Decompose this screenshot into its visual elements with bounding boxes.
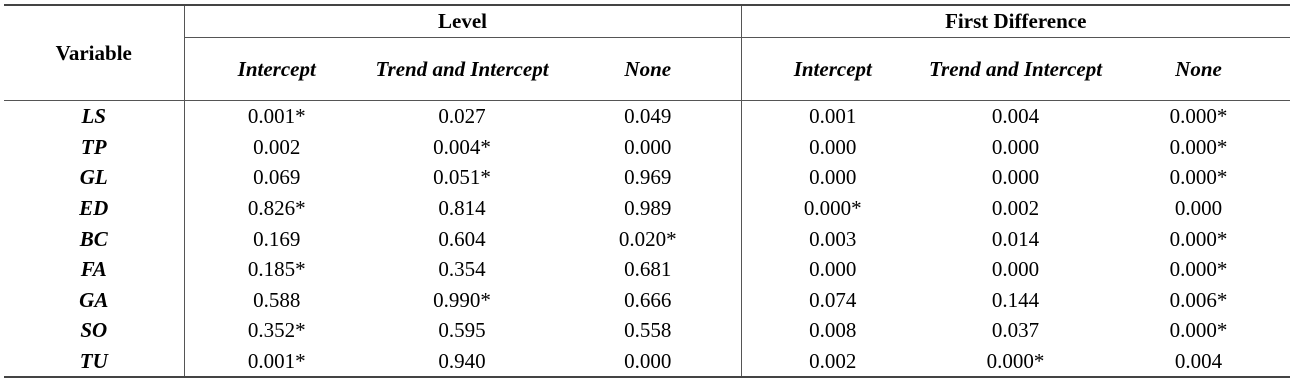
value-cell: 0.002 — [741, 346, 924, 378]
value-cell: 0.051* — [433, 165, 491, 190]
value-cell: 0.000 — [991, 257, 1040, 282]
value-cell: 0.004* — [433, 134, 491, 159]
table-body — [4, 101, 1290, 378]
value-cell: 0.989 — [555, 193, 741, 224]
table-row — [4, 223, 1290, 254]
group-header-first-difference: First Difference — [741, 5, 1290, 38]
value-cell: 0.037 — [991, 318, 1040, 343]
value-cell: 0.004 — [1107, 346, 1290, 378]
table-row — [4, 254, 1290, 285]
table-row — [4, 315, 1290, 346]
table-row — [4, 193, 1290, 224]
variable-cell: SO — [4, 315, 184, 346]
value-cell: 0.004 — [991, 104, 1040, 129]
value-cell: 0.000* — [1169, 134, 1228, 159]
value-cell: 0.000* — [1169, 257, 1228, 282]
value-cell: 0.069 — [253, 165, 301, 190]
value-cell: 0.000* — [803, 196, 862, 221]
value-cell: 0.826* — [247, 196, 306, 221]
value-cell: 0.681 — [555, 254, 741, 285]
value-cell: 0.666 — [555, 285, 741, 316]
table-row — [4, 162, 1290, 193]
subheader-diff-trend-intercept: Trend and Intercept — [924, 38, 1107, 101]
value-cell: 0.144 — [991, 287, 1040, 312]
value-cell: 0.604 — [438, 226, 486, 251]
group-header-level: Level — [184, 5, 741, 38]
value-cell: 0.001 — [809, 104, 857, 129]
value-cell: 0.558 — [555, 315, 741, 346]
subheader-diff-none: None — [1107, 38, 1290, 101]
value-cell: 0.074 — [809, 287, 857, 312]
value-cell: 0.000* — [924, 346, 1107, 378]
value-cell: 0.008 — [809, 318, 857, 343]
table-row — [4, 101, 1290, 132]
value-cell: 0.020* — [555, 223, 741, 254]
value-cell: 0.003 — [809, 226, 857, 251]
subheader-diff-intercept: Intercept — [741, 38, 924, 101]
value-cell: 0.000* — [1169, 104, 1228, 129]
unit-root-results-table — [4, 4, 1290, 378]
value-cell: 0.185* — [247, 257, 306, 282]
value-cell: 0.002 — [253, 134, 301, 159]
value-cell: 0.000* — [1169, 226, 1228, 251]
value-cell: 0.000 — [809, 134, 857, 159]
value-cell: 0.001* — [184, 346, 369, 378]
subheader-level-none: None — [555, 38, 741, 101]
value-cell: 0.588 — [253, 287, 301, 312]
value-cell: 0.000 — [809, 165, 857, 190]
value-cell: 0.027 — [438, 104, 486, 129]
variable-cell: BC — [4, 223, 184, 254]
value-cell: 0.000 — [991, 165, 1040, 190]
subheader-level-trend-intercept: Trend and Intercept — [369, 38, 555, 101]
value-cell: 0.000 — [555, 132, 741, 163]
variable-cell: GA — [4, 285, 184, 316]
value-cell: 0.990* — [433, 287, 491, 312]
variable-cell: TP — [4, 132, 184, 163]
value-cell: 0.000 — [809, 257, 857, 282]
variable-column-header: Variable — [4, 5, 184, 101]
value-cell: 0.000 — [555, 346, 741, 378]
value-cell: 0.014 — [991, 226, 1040, 251]
value-cell: 0.814 — [438, 196, 486, 221]
value-cell: 0.354 — [438, 257, 486, 282]
value-cell: 0.001* — [247, 104, 306, 129]
value-cell: 0.006* — [1169, 287, 1228, 312]
variable-cell: FA — [4, 254, 184, 285]
value-cell: 0.352* — [247, 318, 306, 343]
value-cell: 0.049 — [555, 101, 741, 132]
table-row — [4, 285, 1290, 316]
value-cell: 0.000* — [1169, 165, 1228, 190]
table-row — [4, 346, 1290, 378]
variable-cell: ED — [4, 193, 184, 224]
value-cell: 0.595 — [438, 318, 486, 343]
variable-cell: TU — [4, 346, 184, 378]
value-cell: 0.940 — [369, 346, 555, 378]
value-cell: 0.000* — [1169, 318, 1228, 343]
variable-cell: GL — [4, 162, 184, 193]
value-cell: 0.169 — [253, 226, 301, 251]
value-cell: 0.000 — [1174, 196, 1223, 221]
table-row — [4, 132, 1290, 163]
variable-cell: LS — [4, 101, 184, 132]
value-cell: 0.000 — [991, 134, 1040, 159]
subheader-level-intercept: Intercept — [184, 38, 369, 101]
value-cell: 0.002 — [991, 196, 1040, 221]
value-cell: 0.969 — [555, 162, 741, 193]
